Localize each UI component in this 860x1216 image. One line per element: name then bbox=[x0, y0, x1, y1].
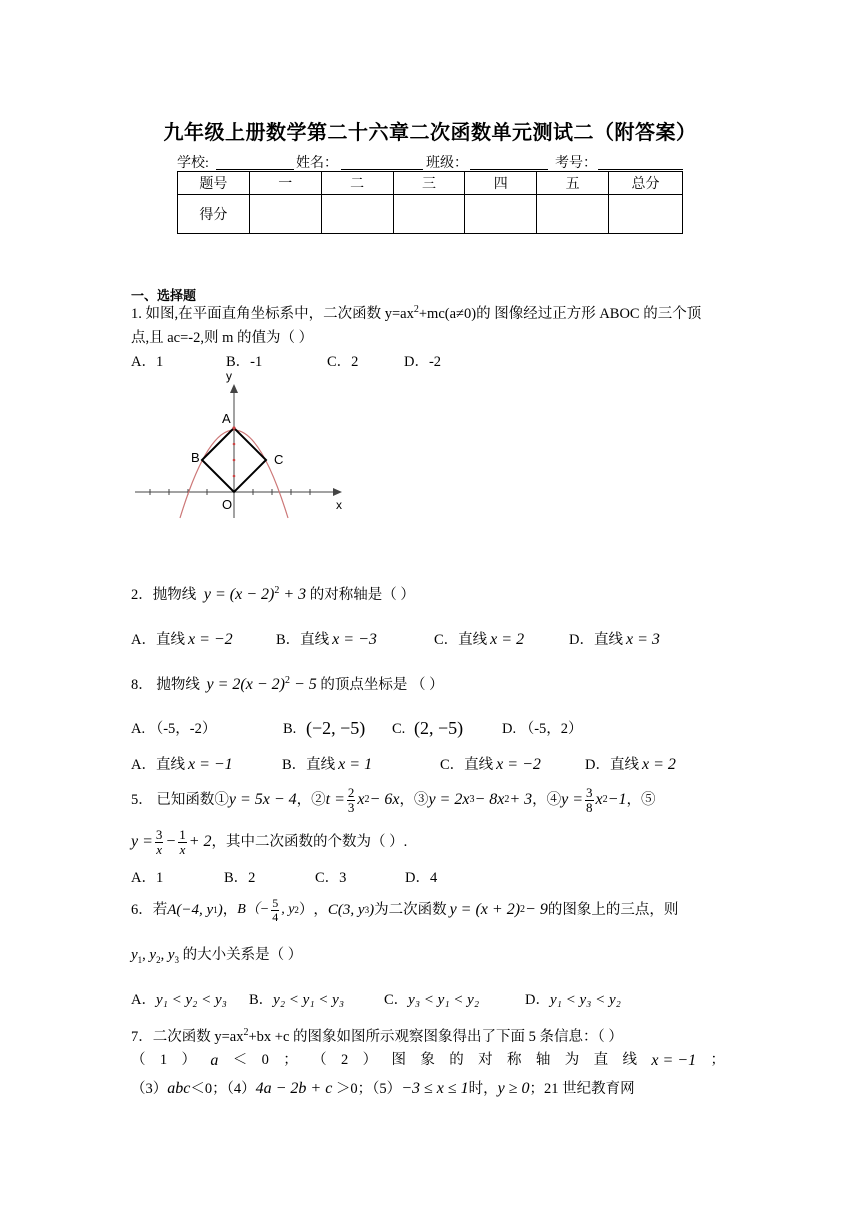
q6-text-line2: $y_1$, $y_2$, $y_3$ 的大小关系是（ ） bbox=[131, 947, 303, 965]
label-o: O bbox=[222, 497, 233, 512]
q1-option-c[interactable]: C．2 bbox=[327, 354, 359, 370]
score-row-label: 得分 bbox=[178, 195, 250, 234]
score-cell[interactable] bbox=[321, 195, 393, 234]
name-blank[interactable] bbox=[341, 169, 423, 170]
q1-text-line1: 1. 如图,在平面直角坐标系中，二次函数 $y=ax^2+mc(a\ne 0)$的 图像经过正方形 ABOC 的三个顶 bbox=[131, 304, 702, 322]
q5-text-line1: 5． 已知函数① y = 5x − 4 ，② t = $\frac{2}{3}$ x 2 − 6x ，③ y = 2x 3 − 8x 2 + 3 ，④ y = $\frac{3}{8}$ x 2 −1 ，⑤ bbox=[131, 784, 656, 815]
section-heading: 一、选择题 bbox=[131, 289, 197, 304]
q6-text-line1: 6．若 A(−4, y 1 ) ， B（− $\frac{5}{4}$ , y 2 ） ， C(3, y 3 ) 为二次函数 y = (x + 2) 2 − 9 的图象上的三点，则 bbox=[131, 895, 679, 924]
q2-option-c[interactable]: C．直线 x = 2 bbox=[434, 631, 525, 648]
score-header-cell: 题号 bbox=[178, 172, 250, 195]
q2-text: 2．抛物线 $y = (x - 2)^2 + 3$ 的对称轴是（ ） bbox=[131, 585, 415, 603]
q8-option-b-label[interactable]: B. bbox=[283, 721, 297, 737]
name-label: 姓名： bbox=[296, 156, 338, 171]
q2-option-b[interactable]: B．直线 x = −3 bbox=[276, 631, 377, 648]
score-header-cell: 五 bbox=[537, 172, 609, 195]
score-cell[interactable] bbox=[393, 195, 465, 234]
score-cell[interactable] bbox=[537, 195, 609, 234]
label-c: C bbox=[274, 452, 284, 467]
class-label: 班级： bbox=[426, 156, 468, 171]
q2-option-d[interactable]: D．直线 x = 3 bbox=[569, 631, 660, 648]
q8b-option-c[interactable]: C．直线 x = −2 bbox=[440, 756, 541, 773]
score-header-cell: 四 bbox=[465, 172, 537, 195]
q8b-option-a[interactable]: A．直线 x = −1 bbox=[131, 756, 233, 773]
q5-option-c[interactable]: C．3 bbox=[315, 870, 347, 886]
score-table bbox=[177, 171, 683, 234]
label-x: x bbox=[336, 498, 342, 512]
q1-figure bbox=[130, 368, 355, 520]
score-cell[interactable] bbox=[249, 195, 321, 234]
exam-no-blank[interactable] bbox=[598, 169, 683, 170]
score-cell[interactable] bbox=[465, 195, 537, 234]
label-y: y bbox=[226, 369, 232, 383]
score-header-cell: 一 bbox=[249, 172, 321, 195]
q6-option-d[interactable]: D．y₁ < y₃ < y₂ bbox=[525, 992, 621, 1008]
q7-text-line1: 7．二次函数 $y=ax^2+bx +c$ 的图象如图所示观察图象得出了下面 5 条信息：（ ） bbox=[131, 1027, 623, 1045]
q8-option-c-value[interactable]: (2, −5) bbox=[414, 718, 464, 738]
score-cell[interactable] bbox=[609, 195, 683, 234]
q7-text-line2: （ 1 ） a ＜ 0 ； （ 2 ） 图 象 的 对 称 轴 为 直 线 x = −1 ； bbox=[131, 1052, 725, 1069]
q8-option-a[interactable]: A. （-5，-2） bbox=[131, 721, 217, 737]
q8-option-c-label[interactable]: C. bbox=[392, 721, 406, 737]
school-blank[interactable] bbox=[216, 169, 294, 170]
q8-option-d[interactable]: D. （-5，2） bbox=[502, 721, 583, 737]
q1-text-line2: 点,且 ac=-2,则 m 的值为（ ） bbox=[131, 330, 314, 346]
q5-text-line2: y = $\frac{3}{x}$ − $\frac{1}{x}$ + 2 ，其中二次函数的个数为（ ）. bbox=[131, 826, 408, 857]
score-header-cell: 二 bbox=[321, 172, 393, 195]
q6-option-a[interactable]: A．y₁ < y₂ < y₃ bbox=[131, 992, 227, 1008]
q8-option-b-value[interactable]: (−2, −5) bbox=[306, 718, 366, 738]
q1-option-d[interactable]: D．-2 bbox=[404, 354, 442, 370]
q5-option-b[interactable]: B．2 bbox=[224, 870, 256, 886]
q2-option-a[interactable]: A．直线 x = −2 bbox=[131, 631, 233, 648]
q8-text: 8． 抛物线 $y = 2(x - 2)^2 - 5$ 的顶点坐标是 （ ） bbox=[131, 675, 444, 693]
q6-option-c[interactable]: C．y₃ < y₁ < y₂ bbox=[384, 992, 480, 1008]
q1-option-b[interactable]: B．-1 bbox=[226, 354, 263, 370]
label-a: A bbox=[222, 411, 231, 426]
school-label: 学校: bbox=[177, 156, 209, 171]
label-b: B bbox=[191, 450, 200, 465]
x-axis-arrow bbox=[333, 488, 342, 496]
y-axis-arrow bbox=[230, 384, 238, 393]
page-title: 九年级上册数学第二十六章二次函数单元测试二（附答案） bbox=[163, 120, 697, 144]
q1-option-a[interactable]: A．1 bbox=[131, 354, 164, 370]
exam-no-label: 考号： bbox=[555, 156, 597, 171]
q6-option-b[interactable]: B．y₂ < y₁ < y₃ bbox=[249, 992, 345, 1008]
q8b-option-b[interactable]: B．直线 x = 1 bbox=[282, 756, 373, 773]
q5-option-a[interactable]: A．1 bbox=[131, 870, 164, 886]
q5-option-d[interactable]: D．4 bbox=[405, 870, 438, 886]
score-header-cell: 总分 bbox=[609, 172, 683, 195]
q7-text-line3: （3）abc＜0；（4）4a − 2b + c ＞0；（5）−3 ≤ x ≤ 1时，y ≥ 0；21 世纪教育网 bbox=[131, 1080, 635, 1097]
q8b-option-d[interactable]: D．直线 x = 2 bbox=[585, 756, 676, 773]
score-header-cell: 三 bbox=[393, 172, 465, 195]
class-blank[interactable] bbox=[470, 169, 548, 170]
